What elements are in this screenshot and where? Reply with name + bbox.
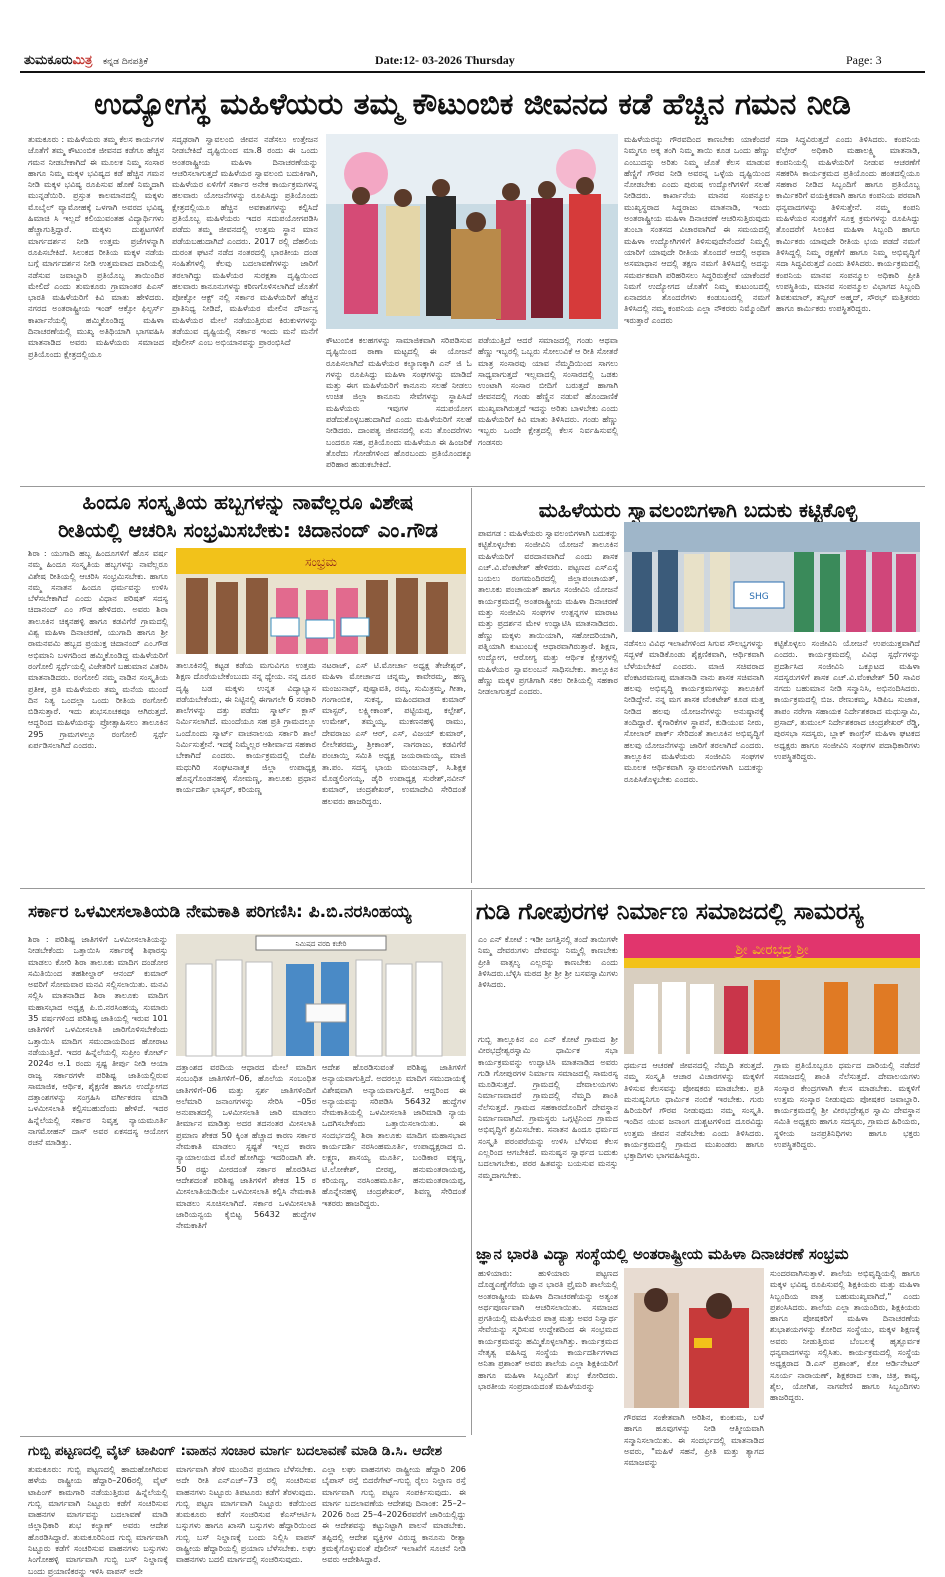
story6-headline: ಜ್ಞಾನ ಭಾರತಿ ವಿದ್ಯಾ ಸಂಸ್ಥೆಯಲ್ಲಿ ಅಂತರಾಷ್ಟ್ರೀಯ ಮಹಿಳಾ ದಿನಾಚರಣೆ ಸಂಭ್ರಮ xyxy=(476,1245,849,1263)
story6-caption-text: ಗೌರವದ ಸಂಕೇತವಾಗಿ ಅರಿಶಿನ, ಕುಂಕುಮ, ಬಳೆ ಹಾಗೂ ಹೂವುಗಳನ್ನು ನೀಡಿ ಆತ್ಮೀಯವಾಗಿ ಸನ್ಮಾನಿಸಲಾಯಿತು. ಈ ಸಂದರ್ಭದಲ್ಲಿ ಮಾತನಾಡಿದ ಅವರು, "ಮಹಿಳೆ ಸಹನೆ, ಪ್ರೀತಿ ಮತ್ತು ತ್ಯಾಗದ ಸಮಾಜವನ್ನು xyxy=(624,1412,764,1468)
story3-column-3 xyxy=(774,638,920,883)
story5-column-1 xyxy=(478,1034,618,1240)
story5-intro-text: ಎಂ ಎನ್ ಕೋಟೆ : ಇಡೀ ಜಗತ್ತಿನಲ್ಲಿ ತಂದೆ ತಾಯಿಗಳೇ ನಿಮ್ಮ ದೇವರುಗಳು ದೇವರನ್ನು ನಿಮ್ಮಲ್ಲಿ ಕಾಣಬೇಕು ಪ್ರೀತಿ ವಾತ್ಸಲ್ಯ ಎಲ್ಲರನ್ನು ಕಾಣಬೇಕು ಎಂದು ತಿಳಿಸಿದರು.ಬೆಳ್ಳಿಸಿ ಮಠದ ಶ್ರೀ ಶ್ರೀ ಶ್ರೀ ಬಸವಸ್ವಾಮಿಗಳು ತಿಳಿಸಿದರು. xyxy=(478,934,618,990)
masthead-rule xyxy=(20,71,925,73)
story3-text-2: ನಡೆಸಲು ವಿವಿಧ ಇಲಾಖೆಗಳಿಂದ ಸಿಗುವ ಸೌಲಭ್ಯಗಳನ್ನು ಸದ್ಬಳಕೆ ಮಾಡಿಕೊಂಡು ಶೈಕ್ಷಣಿಕವಾಗಿ, ಆರ್ಥಿಕವಾಗಿ ಬೆಳೆಯಬೇಕಿದೆ ಎಂದರು. ಮಾಜಿ ಸಚಿವರಾದ ವೆಂಕಟರಮಣಪ್ಪ ಮಾತನಾಡಿ ನಾನು ಶಾಸಕ ಸಚಿವನಾಗಿ ಹಲವು ಅಭಿವೃದ್ಧಿ ಕಾರ್ಯಕ್ರಮಗಳನ್ನು ತಾಲೂಕಿಗೆ ನೀಡಿದ್ದೇನೆ. ನನ್ನ ಮಗ ಶಾಸಕ ವೆಂಕಟೇಶ್ ಕೂಡ ಮತ್ತ ನೀಡಿದ ಹಲವು ಯೋಜನೆಗಳನ್ನು ಅನುಷ್ಠಾನಕ್ಕೆ ತಂದಿದ್ದಾರೆ. ಕೈಗಾರಿಕೆಗಳ ಸ್ಥಾಪನೆ, ಕುಡಿಯುವ ನೀರು, ಸೋಲಾರ್ ಪಾರ್ಕ್ ಸೇರಿದಂತೆ ತಾಲೂಕಿನ ಅಭಿವೃದ್ಧಿಗೆ ಹಲವು ಯೋಜನೆಗಳನ್ನು ಜಾರಿಗೆ ತರಲಾಗಿದೆ ಎಂದರು. ತಾಲ್ಲೂಕಿನ ಮಹಿಳೆಯರು ಸಂಜೀವಿನಿ ಸಂಘಗಳ ಮೂಲಕ ಆರ್ಥಿಕವಾಗಿ ಸ್ವಾವಲಂಬಿಗಳಾಗಿ ಬದುಕನ್ನು ರೂಪಿಸಿಕೊಳ್ಳಬೇಕು ಎಂದರು. xyxy=(624,638,764,784)
lead-column-6 xyxy=(776,134,920,484)
column-divider xyxy=(471,488,472,883)
story2-column-2 xyxy=(176,660,316,885)
lead-headline: ಉದ್ಯೋಗಸ್ಥ ಮಹಿಳೆಯರು ತಮ್ಮ ಕೌಟುಂಬಿಕ ಜೀವನದ ಕಡೆ ಹೆಚ್ಚಿನ ಗಮನ ನೀಡಿ xyxy=(94,87,851,122)
column-divider-2 xyxy=(471,890,472,1435)
temple-banner-text: ಶ್ರೀ ವೀರಭದ್ರ ಶ್ರೀ xyxy=(735,942,809,958)
story7-text-3: ಎಲ್ಲಾ ಲಘು ವಾಹನಗಳು ರಾಷ್ಟ್ರೀಯ ಹೆದ್ದಾರಿ 206 ಬೈಪಾಸ್ ರಸ್ತೆ ಬಿದರೆಗೇಟ್–ಗುಬ್ಬಿ ರೈಲು ನಿಲ್ದಾಣ ರಸ್ತೆ ಮಾರ್ಗವಾಗಿ ಗುಬ್ಬಿ ಪಟ್ಟಣ ಸಂಪರ್ಕಿಸುವುದು. ಈ ಮಾರ್ಗ ಬದಲಾವಣೆಯ ಆದೇಶವು ದಿನಾಂಕ: 25–2–2026 ರಿಂದ 25–4–2026ರವರೆಗೆ ಜಾರಿಯಲ್ಲಿದ್ದು ಈ ಆದೇಶವನ್ನು ಕಟ್ಟುನಿಟ್ಟಾಗಿ ಪಾಲನೆ ಮಾಡಬೇಕು. ತಪ್ಪಿದಲ್ಲಿ ಆದೇಶ ವ್ಯಕ್ತಿಗಳ ವಿರುದ್ಧ ಕಾನೂನು ರೀತ್ಯಾ ಕ್ರಮಕೈಗೊಳ್ಳುವಂತೆ ಪೊಲೀಸ್ ಇಲಾಖೆಗೆ ಸೂಚನೆ ನೀಡಿ ಅವರು ಆದೇಶಿಸಿದ್ದಾರೆ. xyxy=(322,1464,466,1565)
story4-headline: ಸರ್ಕಾರ ಒಳಮೀಸಲಾತಿಯಡಿ ನೇಮಕಾತಿ ಪರಿಗಣಿಸಿ: ಪಿ.ಬಿ.ನರಸಿಂಹಯ್ಯ xyxy=(28,902,412,922)
story5-column-3 xyxy=(774,1060,920,1240)
women-group-photo xyxy=(326,134,618,329)
story6-text-1: ಹುಳಿಯಾರು: ಹುಳಿಯಾರು ಪಟ್ಟಣದ ದೊಡ್ಡಎಣ್ಣೆಗೆರೆಯ ಜ್ಞಾನ ಭಾರತಿ ಪ್ರೈಮರಿ ಶಾಲೆಯಲ್ಲಿ ಅಂತರಾಷ್ಟ್ರೀಯ ಮಹಿಳಾ ದಿನಾಚರಣೆಯನ್ನು ಅತ್ಯಂತ ಅರ್ಥಪೂರ್ಣವಾಗಿ ಆಚರಿಸಲಾಯಿತು. ಸಮಾಜದ ಪ್ರಗತಿಯಲ್ಲಿ ಮಹಿಳೆಯರ ಪಾತ್ರ ಮತ್ತು ಅವರ ನಿಸ್ವಾರ್ಥ ಸೇವೆಯನ್ನು ಸ್ಮರಿಸುವ ಉದ್ದೇಶದಿಂದ ಈ ಸಂಭ್ರಮದ ಕಾರ್ಯಕ್ರಮವನ್ನು ಹಮ್ಮಿಕೊಳ್ಳಲಾಗಿತ್ತು. ಕಾರ್ಯಕ್ರಮದ ನೇತೃತ್ವ ವಹಿಸಿದ್ದ ಸಂಸ್ಥೆಯ ಕಾರ್ಯದರ್ಶಿಗಳಾದ ಅನಿತಾ ಪ್ರಶಾಂತ್ ಅವರು ಶಾಲೆಯ ಎಲ್ಲಾ ಶಿಕ್ಷಕಿಯರಿಗೆ ಹಾಗೂ ಮಹಿಳಾ ಸಿಬ್ಬಂದಿಗೆ ಶುಭ ಕೋರಿದರು. ಭಾರತೀಯ ಸಂಪ್ರದಾಯದಂತೆ ಮಹಿಳೆಯರನ್ನು xyxy=(478,1268,618,1391)
dateline: Date:12- 03-2026 Thursday xyxy=(375,53,515,67)
story5-photo xyxy=(624,934,920,1054)
story3-column-2 xyxy=(624,638,764,883)
story5-text-2: ಧರ್ಮದ ಆಚರಣೆ ಜೀವನದಲ್ಲಿ ನೆಮ್ಮದಿ ತರುತ್ತದೆ. ನಮ್ಮ ಸಂಸ್ಕೃತಿ ಆಚಾರ ವಿಚಾರಗಳನ್ನು ಮಕ್ಕಳಿಗೆ ತಿಳಿಸುವ ಕೆಲಸವನ್ನು ಪೋಷಕರು ಮಾಡಬೇಕು. ಪ್ರತಿ ಮನುಷ್ಯನಿಗೂ ಧಾರ್ಮಿಕ ನಂಬಿಕೆ ಇರಬೇಕು. ಗುರು ಹಿರಿಯರಿಗೆ ಗೌರವ ನೀಡುವುದು ನಮ್ಮ ಸಂಸ್ಕೃತಿ. ಇಂದಿನ ಯುವ ಜನಾಂಗ ದುಶ್ಚಟಗಳಿಂದ ದೂರವಿದ್ದು ಉತ್ತಮ ಜೀವನ ನಡೆಸಬೇಕು ಎಂದು ತಿಳಿಸಿದರು. ಕಾರ್ಯಕ್ರಮದಲ್ಲಿ ಗ್ರಾಮದ ಮುಖಂಡರು ಹಾಗೂ ಭಕ್ತಾದಿಗಳು ಭಾಗವಹಿಸಿದ್ದರು. xyxy=(624,1060,764,1161)
office-sign-text: ನಿಮಿಷದ ವರದಿ ಕಚೇರಿ xyxy=(295,940,347,948)
story5-text-1: ಗುಬ್ಬಿ ತಾಲ್ಲೂಕಿನ ಎಂ ಎನ್ ಕೋಟೆ ಗ್ರಾಮದ ಶ್ರೀ ವೀರಭದ್ರೇಶ್ವರಸ್ವಾಮಿ ಧಾರ್ಮಿಕ ಸಭಾ ಕಾರ್ಯಕ್ರಮವನ್ನು ಉದ್ಘಾಟಿಸಿ ಮಾತನಾಡಿದ ಅವರು ಗುಡಿ ಗೋಪುರಗಳ ನಿರ್ಮಾಣ ಸಮಾಜದಲ್ಲಿ ಸಾಮರಸ್ಯ ಮೂಡಿಸುತ್ತದೆ. ಗ್ರಾಮದಲ್ಲಿ ದೇವಾಲಯಗಳು ನಿರ್ಮಾಣವಾದರೆ ಗ್ರಾಮದಲ್ಲಿ ನೆಮ್ಮದಿ ಶಾಂತಿ ನೆಲೆಸುತ್ತದೆ. ಗ್ರಾಮದ ಸಹಕಾರದೊಂದಿಗೆ ದೇವಸ್ಥಾನ ನಿರ್ಮಾಣವಾಗಿದೆ. ಗ್ರಾಮಸ್ಥರು ಒಗ್ಗಟ್ಟಿನಿಂದ ಗ್ರಾಮದ ಅಭಿವೃದ್ಧಿಗೆ ಶ್ರಮಿಸಬೇಕು. ಸನಾತನ ಹಿಂದೂ ಧರ್ಮದ ಸಂಸ್ಕೃತಿ ಪರಂಪರೆಯನ್ನು ಉಳಿಸಿ ಬೆಳೆಸುವ ಕೆಲಸ ಎಲ್ಲರಿಂದ ಆಗಬೇಕಿದೆ. ಮನುಷ್ಯನ ಸ್ವಾರ್ಥದ ಬದುಕು ಬದಲಾಗಬೇಕು, ಪರರ ಹಿತವನ್ನು ಬಯಸುವ ಮನಸ್ಸು ನಮ್ಮದಾಗಬೇಕು. xyxy=(478,1034,618,1180)
story2-headline-line1: ಹಿಂದೂ ಸಂಸ್ಕೃತಿಯ ಹಬ್ಬಗಳನ್ನು ನಾವೆಲ್ಲರೂ ವಿಶೇಷ xyxy=(82,490,414,514)
lead-text-4: ಪಡೆಯುತ್ತಿದೆ ಆದರೆ ಸಮಾಜದಲ್ಲಿ ಗಂಡು ಆಥವಾ ಹೆಣ್ಣು ಇಬ್ಬರಲ್ಲಿ ಒಬ್ಬರು ಸೋಲುವಿಕೆ ಆ ರೀತಿ ಸೋತರೆ ಮಾತ್ರ ಸಂಸಾರವು ಯಾವ ನೆಮ್ಮದಿಯಿಂದ ಸಾಗಲು ಸಾಧ್ಯವಾಗುತ್ತದೆ ಇಲ್ಲವಾದಲ್ಲಿ ಸಂಸಾರದಲ್ಲಿ ಒಡಕು ಉಂಟಾಗಿ ಸಂಸಾರ ಬೀದಿಗೆ ಬರುತ್ತದೆ ಹಾಗಾಗಿ ಜೀವನದಲ್ಲಿ ಗಂಡು ಹೆಣ್ಣಿನ ನಡುವೆ ಹೊಂದಾಣಿಕೆ ಮುಖ್ಯವಾಗಿರುತ್ತದೆ ಇದನ್ನು ಅರಿತು ಬಾಳಬೇಕು ಎಂದು ಮಹಿಳೆಯರಿಗೆ ಕಿವಿ ಮಾತು ತಿಳಿಸಿದರು. ಗಂಡು ಹೆಣ್ಣು ಇಬ್ಬರು ಒಂದೇ ಕ್ಷೇತ್ರದಲ್ಲಿ ಕೆಲಸ ನಿರ್ವಹಿಸುವಲ್ಲಿ ಗಂಡಸರು xyxy=(478,335,618,447)
story7-column-3 xyxy=(322,1464,466,1565)
story4-photo xyxy=(176,934,466,1056)
shg-board-text: SHG xyxy=(749,592,769,602)
story7-text-1: ತುಮಕೂರು: ಗುಬ್ಬಿ ಪಟ್ಟಣದಲ್ಲಿ ಹಾದುಹೋಗಿರುವ ಹಳೆಯ ರಾಷ್ಟ್ರೀಯ ಹೆದ್ದಾರಿ–206ರಲ್ಲಿ ವೈಟ್ ಟಾಪಿಂಗ್ ಕಾಮಗಾರಿ ನಡೆಯುತ್ತಿರುವ ಹಿನ್ನೆಲೆಯಲ್ಲಿ ಗುಬ್ಬಿ ಮಾರ್ಗವಾಗಿ ನಿಟ್ಟೂರು ಕಡೆಗೆ ಸಂಚರಿಸುವ ವಾಹನಗಳ ಮಾರ್ಗವನ್ನು ಬದಲಾವಣೆ ಮಾಡಿ ಜಿಲ್ಲಾಧಿಕಾರಿ ಶುಭ ಕಲ್ಯಾಣ್ ಅವರು ಆದೇಶ ಹೊರಡಿಸಿದ್ದಾರೆ. ತುಮಕೂರಿನಿಂದ ಗುಬ್ಬಿ ಮಾರ್ಗವಾಗಿ ನಿಟ್ಟೂರು ಕಡೆಗೆ ಸಂಚರಿಸುವ ವಾಹನಗಳು ಬಸ್ಸುಗಳು ಸಿಂಗೋಹಳ್ಳಿ ಮಾರ್ಗವಾಗಿ ಗುಬ್ಬಿ ಬಸ್ ನಿಲ್ದಾಣಕ್ಕೆ ಬಂದು ಪ್ರಯಾಣಿಕರನ್ನು ಇಳಿಸಿ ವಾಪಸ್ ಅದೇ xyxy=(28,1464,168,1576)
lead-column-4 xyxy=(478,335,618,485)
story5-headline: ಗುಡಿ ಗೋಪುರಗಳ ನಿರ್ಮಾಣ ಸಮಾಜದಲ್ಲಿ ಸಾಮರಸ್ಯ xyxy=(476,899,864,925)
story4-column-2 xyxy=(176,1062,316,1434)
story4-column-1 xyxy=(28,934,168,1434)
lead-text-3: ಕೌಟುಂಬಿಕ ಕಲಹಗಳನ್ನು ಸಾಮಾಜಿಕವಾಗಿ ಸರಿಪಡಿಸುವ ದೃಷ್ಟಿಯಿಂದ ಠಾಣಾ ಮಟ್ಟದಲ್ಲಿ ಈ ಯೋಜನೆ ರೂಪಿಸಲಾಗಿದೆ ಮಹಿಳೆಯರ ಕಲ್ಯಾಣಕ್ಕಾಗಿ ಎನ್ ಜಿ ಓ ಗಳನ್ನು ರೂಪಿಸಿದ್ದು ಮಹಿಳಾ ಸಂಘಗಳನ್ನು ಮಾಡಿದೆ ಮತ್ತು ಈಗ ಮಹಿಳೆಯರಿಗೆ ಕಾನೂನು ಸಲಹೆ ನೀಡಲು ಉಚಿತ ಜಿಲ್ಲಾ ಕಾನೂನು ಸೇವೆಗಳನ್ನು ಸ್ಥಾಪಿಸಿದೆ ಮಹಿಳೆಯರು ಇವುಗಳ ಸದುಪಯೋಗ ಪಡೆದುಕೊಳ್ಳಬಹುದಾಗಿದೆ ಎಂದು ಮಹಿಳೆಯರಿಗೆ ಸಲಹೆ ನೀಡಿದರು. ದಾಂಪತ್ಯ ಜೀವನದಲ್ಲಿ ಏನು ತೊಂದರೆಗಳು ಬಂದರೂ ಸಹ, ಪ್ರತಿಯೊಂದು ಮಹಿಳೆಯೂ ಈ ಹಿಂಜರಿಕೆ ತೊರೆದು ಗೋಡೆಗಳಿಂದ ಹೊರಬಂದು ಪ್ರತಿಯೊಂದಕ್ಕೂ ಪರಿಹಾರ ಹುಡುಕಬೇಕಿದೆ. xyxy=(326,335,472,470)
story7-column-1 xyxy=(28,1464,168,1576)
ugadi-award-photo xyxy=(176,548,466,654)
story2-text-3: ನಟರಾಜ್, ಎಸ್ ಟಿ.ಮೋರ್ಚಾ ಅಧ್ಯಕ್ಷ ತೇಜೇಶ್ವರ್, ಮಹಿಳಾ ಮೋರ್ಚಾದ ಚನ್ನಮ್ಮ, ಕಾವೇರಮ್ಮ, ಹಣ್ಣ ಮಂಜುನಾಥ್, ಪುಷ್ಪಾವತಿ, ರಮ್ಯ, ಸುಮಿತ್ರಮ್ಮ, ಗೀತಾ, ಗಂಗಾಂಬಿಕ, ಸುಕನ್ಯ, ಮಹಿಂದವಾಡ ಕುಮಾರ್ ಮಾಸ್ಟರ್, ಲಕ್ಷ್ಮೀಕಾಂತ್, ಪಟ್ಟಿಯಪ್ಪ, ಕಲ್ಪೇಶ್, ಉಮೇಶ್, ತಮ್ಮಯ್ಯ, ಮುಕಣನಹಳ್ಳಿ ರಾಮು, ದೇವರಾಜು ಎಸ್ ಆರ್, ಎಸ್, ವಿಜಯ್ ಕುಮಾರ್, ಲೀಲೇಶರಮ್ಮ, ಶ್ರೀಕಾಂತ್, ನಾಗರಾಜು, ಕಡವಿಗೆರೆ ಪಂಚಾಯ್ತಿ ಸಮಿತಿ ಅಧ್ಯಕ್ಷ ಜಯರಾಮಯ್ಯ, ಮಾಜಿ ತಾ.ಪಂ. ಸದಸ್ಯ ಭಾಯ ಮಂಜುನಾಥ್, ಸಿ.ಶಿಕ್ಷಕ ಮೊಡ್ಡಲಿಂಗಯ್ಯ, ಡೈರಿ ಉಪಾಧ್ಯಕ್ಷ ಸುರೇಶ್,ನವೀನ್ ಕುಮಾರ್, ಚಂದ್ರಶೇಖರ್, ಉಮಾದೇವಿ ಸೇರಿದಂತೆ ಹಲವರು ಹಾಜರಿದ್ದರು. xyxy=(322,660,466,806)
lead-photo xyxy=(326,134,618,329)
women-self-help-photo xyxy=(624,522,920,632)
lead-column-3 xyxy=(326,335,472,485)
story4-column-3 xyxy=(322,1062,466,1434)
story5-text-3: ಗ್ರಾಮ ಪ್ರತಿಯೊಬ್ಬರೂ ಧರ್ಮದ ದಾರಿಯಲ್ಲಿ ನಡೆದರೆ ಸಮಾಜದಲ್ಲಿ ಶಾಂತಿ ನೆಲೆಸುತ್ತದೆ. ದೇವಾಲಯಗಳು ಸಂಸ್ಕಾರ ಕೇಂದ್ರಗಳಾಗಿ ಕೆಲಸ ಮಾಡಬೇಕು. ಮಕ್ಕಳಿಗೆ ಉತ್ತಮ ಸಂಸ್ಕಾರ ನೀಡುವುದು ಪೋಷಕರ ಜವಾಬ್ದಾರಿ. ಕಾರ್ಯಕ್ರಮದಲ್ಲಿ ಶ್ರೀ ವೀರಭದ್ರೇಶ್ವರ ಸ್ವಾಮಿ ದೇವಸ್ಥಾನ ಸಮಿತಿ ಅಧ್ಯಕ್ಷರು ಹಾಗೂ ಸದಸ್ಯರು, ಗ್ರಾಮದ ಹಿರಿಯರು, ಸ್ಥಳೀಯ ಜನಪ್ರತಿನಿಧಿಗಳು ಹಾಗೂ ಭಕ್ತರು ಉಪಸ್ಥಿತರಿದ್ದರು. xyxy=(774,1060,920,1150)
story6-column-2 xyxy=(770,1268,920,1513)
story5-column-2 xyxy=(624,1060,764,1240)
story7-column-2 xyxy=(176,1464,316,1565)
story3-text-1: ಪಾವಗಡ : ಮಹಿಳೆಯರು ಸ್ವಾವಲಂಬಿಗಳಾಗಿ ಬದುಕನ್ನು ಕಟ್ಟಿಕೊಳ್ಳಬೇಕು ಸಂಜೀವಿನಿ ಯೋಜನೆ ತಾಲೂಕಿನ ಮಹಿಳೆಯರಿಗೆ ವರದಾನವಾಗಿದೆ ಎಂದು ಶಾಸಕ ಎಚ್.ವಿ.ವೆಂಕಟೇಶ್ ಹೇಳಿದರು. ಪಟ್ಟಣದ ಎಸ್ಎಸ್ಕೆ ಬಯಲು ರಂಗಮಂದಿರದಲ್ಲಿ ಜಿಲ್ಲಾಪಂಚಾಯತ್, ತಾಲೂಕು ಪಂಚಾಯತ್ ಹಾಗೂ ಸಂಜೀವಿನಿ ಯೋಜನೆ ಕಾರ್ಯಕ್ರಮದಲ್ಲಿ ಅಂತರಾಷ್ಟ್ರೀಯ ಮಹಿಳಾ ದಿನಾಚರಣೆ ಮತ್ತು ಸಂಜೀವಿನಿ ಸಂಘಗಳ ಉತ್ಪನ್ನಗಳ ಮಾರಾಟ ಮತ್ತು ಪ್ರದರ್ಶನ ಮೇಳ ಉದ್ಘಾಟಿಸಿ ಮಾತನಾಡಿದರು. ಹೆಣ್ಣು ಮಕ್ಕಳು ತಾಯಿಯಾಗಿ, ಸಹೋದರಿಯಾಗಿ, ಪತ್ನಿಯಾಗಿ ಕುಟುಂಬಕ್ಕೆ ಆಧಾರವಾಗಿರುತ್ತಾರೆ. ಶಿಕ್ಷಣ, ಉದ್ಯೋಗ, ಆರೋಗ್ಯ ಮತ್ತು ಆರ್ಥಿಕ ಕ್ಷೇತ್ರಗಳಲ್ಲಿ ಮಹಿಳೆಯರ ಸ್ವಾವಲಂಬನೆ ಸಾಧಿಸಬೇಕು. ತಾಲ್ಲೂಕಿನ ಹೆಣ್ಣು ಮಕ್ಕಳ ಪ್ರಗತಿಗಾಗಿ ಸಕಲ ರೀತಿಯಲ್ಲಿ ಸಹಕಾರ ನೀಡಲಾಗುತ್ತದೆ ಎಂದರು. xyxy=(478,528,618,697)
story4-text-2: ದತ್ತಾಂಶದ ವರದಿಯ ಆಧಾರದ ಮೇಲೆ ಮಾದಿಗ ಸಂಬಂಧಿತ ಜಾತಿಗಳಿಗೆ–06, ಹೊಲೆಯ ಸಂಬಂಧಿತ ಜಾತಿಗಳಿಗೆ–06 ಮತ್ತು ಸ್ಪರ್ಶ ಜಾತಿಗಳಿಂದಿಗೆ ಅಲೆಮಾರಿ ಜನಾಂಗಗಳನ್ನು ಸೇರಿಸಿ –05ರ ಅನುಪಾತದಲ್ಲಿ ಒಳಮೀಸಲಾತಿ ಜಾರಿ ಮಾಡಲು ತೀರ್ಮಾನ ಮಾಡಿತ್ತು ಅದರ ತದನಂತರ ಮೀಸಲಾತಿ ಪ್ರಮಾಣ ಶೇಕಡ 50 ಕ್ಕಿಂತ ಹೆಚ್ಚಾದ ಕಾರಣ ಸರ್ಕಾರ ನೇಮಕಾತಿ ಮಾಡಲು ಸ್ಪಷ್ಟತೆ ಇಲ್ಲದ ಕಾರಣ ನ್ಯಾಯಾಲಯದ ಮೊರೆ ಹೋಗಿದ್ದು ಇದರಿಂದಾಗಿ ಶೇ. 50 ರಷ್ಟು ಮೀರದಂತೆ ಸರ್ಕಾರ ಹೊರಡಿಸಿದ ಆದೇಶದಂತೆ ಪರಿಶಿಷ್ಟ ಜಾತಿಗಳಿಗೆ ಶೇಕಡ 15 ರ ಮೀಸಲಾತಿಯಡಿಯೇ ಒಳಮೀಸಲಾತಿ ಕಲ್ಪಿಸಿ ನೇಮಕಾತಿ ಮಾಡಲು ಸೂಚಿಸಲಾಗಿದೆ. ಸರ್ಕಾರ ಒಳಮೀಸಲಾತಿ ಜಾರಿಯನ್ವಯ ಕೈಬಿಟ್ಟ 56432 ಹುದ್ದೆಗಳ ನೇಮಕಾತಿಗೆ xyxy=(176,1062,316,1231)
masthead xyxy=(0,0,945,78)
story7-headline: ಗುಬ್ಬಿ ಪಟ್ಟಣದಲ್ಲಿ ವೈಟ್ ಟಾಪಿಂಗ್ :ವಾಹನ ಸಂಚಾರ ಮಾರ್ಗ ಬದಲಾವಣೆ ಮಾಡಿ ಡಿ.ಸಿ. ಆದೇಶ xyxy=(28,1443,442,1459)
story7-text-2: ಮಾರ್ಗವಾಗಿ ತೆರಳಿ ಮುಂದಿನ ಪ್ರಯಾಣ ಬೆಳೆಸಬೇಕು. ಅದೇ ರೀತಿ ಎನ್ಎಚ್–73 ರಲ್ಲಿ ಸಂಚರಿಸುವ ವಾಹನಗಳು ನಿಟ್ಟೂರು ತಿಪಟೂರು ಕಡೆಗೆ ತೆರಳುವುದು. ಗುಬ್ಬಿ ಪಟ್ಟಣ ಮಾರ್ಗವಾಗಿ ನಿಟ್ಟೂರು ಕಡೆಯಿಂದ ತುಮಕೂರು ಕಡೆಗೆ ಸಂಚರಿಸುವ ಕೆಎಸ್ಆರ್ಟಿಸಿ ಬಸ್ಸುಗಳು ಹಾಗೂ ಖಾಸಗಿ ಬಸ್ಸುಗಳು ಹೆದ್ದಾರಿಯಿಂದ ಗುಬ್ಬಿ ಬಸ್ ನಿಲ್ದಾಣಕ್ಕೆ ಬಂದು ನಿಲ್ಲಿಸಿ ವಾಪಸ್ ರಾಷ್ಟ್ರೀಯ ಹೆದ್ದಾರಿಯಲ್ಲಿ ಪ್ರಯಾಣ ಬೆಳೆಸಬೇಕು. ಲಘು ವಾಹನಗಳು ಬದಲಿ ಮಾರ್ಗದಲ್ಲಿ ಸಂಚರಿಸುವುದು. xyxy=(176,1464,316,1565)
ugadi-banner-text: ಸಂಭ್ರಮ xyxy=(305,555,337,569)
story2-text-2: ತಾಲೂಕಿನಲ್ಲಿ ಕಟ್ಟಡ ಕಡೆಯ ಮಗುವಿಗೂ ಉತ್ತಮ ಶಿಕ್ಷಣ ದೊರೆಯಬೇಕೆಂಬುದು ನನ್ನ ಧ್ಯೇಯ. ನನ್ನ ದೂರ ದೃಷ್ಟಿ ಬಡ ಮಕ್ಕಳು ಉನ್ನತ ವಿದ್ಯಾಭ್ಯಾಸ ಪಡೆಯಬೇಕೆಂದು, ಈ ನಿಟ್ಟಿನಲ್ಲಿ ಈಗಾಗಲೇ 6 ಸರಕಾರಿ ಶಾಲೆಗಳನ್ನು ದತ್ತು ಪಡೆದು ಸ್ಮಾರ್ಟ್ ಕ್ಲಾಸ್ ನಿರ್ಮಿಸಲಾಗಿದೆ. ಮುಂದೆಯೂ ಸಹ ಪ್ರತಿ ಗ್ರಾಮದಲ್ಲೂ ಒಂದೊಂದು ಸ್ಮಾರ್ಟ್ ವಾಚನಾಲಯ ಸರ್ಕಾರಿ ಶಾಲೆ ನಿರ್ಮಿಸುತ್ತೇನೆ. ಇದಕ್ಕೆ ನಿಮ್ಮೆಲ್ಲರ ಆಶೀರ್ವಾದ ಸಹಕಾರ ಬೇಕಾಗಿದೆ ಎಂದರು. ಕಾರ್ಯಕ್ರಮದಲ್ಲಿ ಬಿಜೆಪಿ ಮಧುಗಿರಿ ಸಂಘಟನಾತ್ಮಕ ಜಿಲ್ಲಾ ಉಪಾಧ್ಯಕ್ಷ ಹೊನ್ನಗೊಂಡನಹಳ್ಳಿ ಸೋಮಣ್ಣ, ತಾಲೂಕು ಪ್ರಧಾನ ಕಾರ್ಯದರ್ಶಿ ಭಾಸ್ಕರ್, ಕರಿಯಣ್ಣ xyxy=(176,660,316,795)
story3-column-1 xyxy=(478,528,618,883)
page-number: Page: 3 xyxy=(846,53,882,67)
story2-column-3 xyxy=(322,660,466,885)
lead-column-5 xyxy=(624,134,770,484)
section-divider-3 xyxy=(20,1436,466,1437)
story4-text-1: ಶಿರಾ : ಪರಿಶಿಷ್ಟ ಜಾತಿಗಳಿಗೆ ಒಳಮೀಸಲಾತಿಯನ್ನು ನೀಡಬೇಕೆಂದು ಒತ್ತಾಯಿಸಿ ಸರ್ಕಾರಕ್ಕೆ ಶಿಫಾರಸ್ಸು ಮಾಡಲು ಕೋರಿ ಶಿರಾ ತಾಲೂಕು ಮಾದಿಗ ದಂಡೋರ ಸಮಿತಿಯಿಂದ ತಹಶೀಲ್ದಾರ್ ಆನಂದ್ ಕುಮಾರ್ ಅವರಿಗೆ ಸೋಮವಾರ ಮನವಿ ಸಲ್ಲಿಸಲಾಯಿತು. ಮನವಿ ಸಲ್ಲಿಸಿ ಮಾತನಾಡಿದ ಶಿರಾ ತಾಲೂಕು ಮಾದಿಗ ಮಹಾಸಭಾದ ಅಧ್ಯಕ್ಷ ಪಿ.ಬಿ.ನರಸಿಂಹಯ್ಯ ಸುಮಾರು 35 ವರ್ಷಗಳಿಂದ ಪರಿಶಿಷ್ಟ ಜಾತಿಯಲ್ಲಿ ಇರುವ 101 ಜಾತಿಗಳಿಗೆ ಒಳಮೀಸಲಾತಿ ಜಾರಿಗೊಳಿಸಬೇಕೆಂದು ಒತ್ತಾಯಿಸಿ ಮಾದಿಗ ಸಮುದಾಯದಿಂದ ಹೋರಾಟ ನಡೆಯುತ್ತಿದೆ. ಇದರ ಹಿನ್ನೆಲೆಯಲ್ಲಿ ಸುಪ್ರೀಂ ಕೋರ್ಟ್ 2024ರ ಆ.1 ರಂದು ಸ್ಪಷ್ಟ ತೀರ್ಪು ನೀಡಿ ಆಯಾ ರಾಜ್ಯ ಸರ್ಕಾರಗಳೇ ಪರಿಶಿಷ್ಟ ಜಾತಿಯಲ್ಲಿರುವ ಸಾಮಾಜಿಕ, ಆರ್ಥಿಕ, ಶೈಕ್ಷಣಿಕ ಹಾಗೂ ಉದ್ಯೋಗದ ದತ್ತಾಂಶಗಳನ್ನು ಸಂಗ್ರಹಿಸಿ ವರ್ಗೀಕರಣ ಮಾಡಿ ಒಳಮೀಸಲಾತಿ ಕಲ್ಪಿಸಬಹುದೆಂದು ಹೇಳಿದೆ. ಇದರ ಹಿನ್ನೆಲೆಯಲ್ಲಿ ಸರ್ಕಾರ ನಿವೃತ್ತ ನ್ಯಾಯಮೂರ್ತಿ ನಾಗಮೋಹನ್ ದಾಸ್ ಅವರ ಏಕಸದಸ್ಯ ಆಯೋಗ ರಚನೆ ಮಾಡಿತ್ತು. xyxy=(28,934,168,1148)
story5-intro xyxy=(478,934,618,1029)
story3-headline: ಮಹಿಳೆಯರು ಸ್ವಾವಲಂಬಿಗಳಾಗಿ ಬದುಕು ಕಟ್ಟಿಕೊಳ್ಳಿ xyxy=(538,498,858,522)
story2-column-1 xyxy=(28,548,168,883)
memorandum-photo xyxy=(176,934,466,1056)
story2-text-1: ಶಿರಾ : ಯುಗಾದಿ ಹಬ್ಬ ಹಿಂದೂಗಳಿಗೆ ಹೊಸ ವರ್ಷ ನಮ್ಮ ಹಿಂದೂ ಸಂಸ್ಕೃತಿಯ ಹಬ್ಬಗಳನ್ನು ನಾವೆಲ್ಲರೂ ವಿಶೇಷ ರೀತಿಯಲ್ಲಿ ಆಚರಿಸಿ ಸಂಭ್ರಮಿಸಬೇಕು. ಹಾಗೂ ನಮ್ಮ ಸನಾತನ ಹಿಂದೂ ಧರ್ಮವನ್ನು ಉಳಿಸಿ ಬೆಳೆಸಬೇಕಾಗಿದೆ ಎಂದು ವಿಧಾನ ಪರಿಷತ್ ಸದಸ್ಯ ಚಿದಾನಂದ್ ಎಂ ಗೌಡ ಹೇಳಿದರು. ಅವರು ಶಿರಾ ತಾಲೂಕಿನ ಚಿಕ್ಕನಹಳ್ಳಿ ಹಾಗೂ ಕಡವಿಗೆರೆ ಗ್ರಾಮದಲ್ಲಿ ವಿಶ್ವ ಮಹಿಳಾ ದಿನಾಚರಣೆ, ಯುಗಾದಿ ಹಾಗೂ ಶ್ರೀ ರಾಮನವಮಿ ಹಬ್ಬದ ಪ್ರಯುಕ್ತ ಚಿದಾನಂದ್ ಎಂ.ಗೌಡ ಅಭಿಮಾನಿ ಬಳಗದಿಂದ ಹಮ್ಮಿಕೊಂಡಿದ್ದ ಮಹಿಳೆಯರಿಗೆ ರಂಗೋಲಿ ಸ್ಪರ್ಧೆಯಲ್ಲಿ ವಿಜೇತರಿಗೆ ಬಹುಮಾನ ವಿತರಿಸಿ ಮಾತನಾಡಿದರು. ರಂಗೋಲಿ ನಮ್ಮ ನಾಡಿನ ಸಂಸ್ಕೃತಿಯ ಪ್ರತೀಕ, ಪ್ರತಿ ಮಹಿಳೆಯರು ತಮ್ಮ ಮನೆಯ ಮುಂದೆ ದಿನ ನಿತ್ಯ ಒಂದಲ್ಲಾ ಒಂದು ರೀತಿಯ ರಂಗೋಲಿ ಬಿಡಿಸುತ್ತಾರೆ. ಇದು ಶುಭಸೂಚಕವೂ ಆಗಿರುತ್ತದೆ. ಆದ್ದರಿಂದ ಮಹಿಳೆಯರನ್ನು ಪ್ರೋತ್ಸಾಹಿಸಲು ತಾಲೂಕಿನ 295 ಗ್ರಾಮಗಳಲ್ಲೂ ರಂಗೋಲಿ ಸ್ಪರ್ಧೆ ಏರ್ಪಡಿಸಲಾಗಿದೆ ಎಂದರು. xyxy=(28,548,168,751)
story3-photo xyxy=(624,522,920,632)
story2-photo xyxy=(176,548,466,654)
brand-tagline: ಕನ್ನಡ ದಿನಪತ್ರಿಕೆ xyxy=(102,57,148,67)
lead-column-1 xyxy=(28,134,164,484)
story6-caption-column xyxy=(624,1412,764,1512)
story2-headline-line2: ರೀತಿಯಲ್ಲಿ ಆಚರಿಸಿ ಸಂಭ್ರಮಿಸಬೇಕು: ಚಿದಾನಂದ್ ಎಂ.ಗೌಡ xyxy=(58,518,438,542)
lead-text-6: ಸದಾ ಸಿದ್ಧವಿರುತ್ತದೆ ಎಂದು ತಿಳಿಸಿದರು. ಕಂಪನಿಯ ವೆಲ್ಫೇರ್ ಅಧಿಕಾರಿ ಮಹಾಲಕ್ಷ್ಮಿ ಮಾತನಾಡಿ, ಕಂಪನಿಯಲ್ಲಿ ಮಹಿಳೆಯರಿಗೆ ನೀಡುವ ಆಚರಣೆಗೆ ಸಹಕರಿಸಿ ಕಾರ್ಯಕ್ರಮದ ಪ್ರತಿಯೊಂದು ಹಂತದಲ್ಲಿಯೂ ಸಹಕಾರ ನೀಡಿದ ಸಿಬ್ಬಂದಿಗೆ ಹಾಗೂ ಪ್ರತಿಯೊಬ್ಬ ಕಾರ್ಮಿಕರಿಗೆ ವಯಕ್ತಿಕವಾಗಿ ಹಾಗೂ ಕಂಪನಿಯ ಪರವಾಗಿ ಧನ್ಯವಾದಗಳನ್ನು ತಿಳಿಸುತ್ತೇನೆ. ನಮ್ಮ ಕಂಪನಿ ಮಹಿಳೆಯರ ಸುರಕ್ಷತೆಗೆ ಸೂಕ್ತ ಕ್ರಮಗಳನ್ನು ರೂಪಿಸಿದ್ದು ತೊಂದರೆಗೆ ಸಿಲುಕಿದ ಮಹಿಳಾ ಸಿಬ್ಬಂದಿ ಹಾಗೂ ಕಾರ್ಮಿಕರು ಯಾವುದೇ ರೀತಿಯ ಭಯ ಪಡದೆ ನಮಗೆ ತಿಳಿಸಿದ್ದಲ್ಲಿ ನಿಮ್ಮ ರಕ್ಷಣೆಗೆ ಹಾಗೂ ನಿಮ್ಮ ಅಭಿವೃದ್ಧಿಗೆ ಸದಾ ಸಿದ್ಧವಿರುತ್ತದೆ ಎಂದು ತಿಳಿಸಿದರು. ಕಾರ್ಯಕ್ರಮದಲ್ಲಿ ಕಂಪನಿಯ ಮಾನವ ಸಂಪನ್ಮೂಲ ಅಧಿಕಾರಿ ಪ್ರೀತಿ ಉಪಸ್ಥಿತಿಯ, ಮಾನವ ಸಂಪನ್ಮೂಲ ವಿಭಾಗದ ಸಿಬ್ಬಂದಿ ಶಿವಕುಮಾರ್, ತನ್ವೀರ್ ಅಹ್ಮದ್, ಸೌರಭ್ ಮತ್ತಿತರರು ಹಾಗೂ ಕಾರ್ಮಿಕರು ಉಪಸ್ಥಿತರಿದ್ದರು. xyxy=(776,134,920,314)
brand-accent: ಮಿತ್ರ xyxy=(72,53,93,68)
felicitation-photo xyxy=(624,1268,764,1408)
story3-text-3: ಕಟ್ಟಿಕೊಳ್ಳಲು ಸಂಜೀವಿನಿ ಯೋಜನೆ ಉಪಯುಕ್ತವಾಗಿದೆ ಎಂದರು. ಕಾರ್ಯಕ್ರಮದಲ್ಲಿ ವಿವಿಧ ಸ್ಪರ್ಧೆಗಳನ್ನು ಪ್ರದರ್ಶಿಸಿದ ಸಂಜೀವಿನಿ ಒಕ್ಕೂಟದ ಮಹಿಳಾ ಸದಸ್ಯರುಗಳಿಗೆ ಶಾಸಕ ಎಚ್.ವಿ.ವೆಂಕಟೇಶ್ 50 ಸಾವಿರ ನಗದು ಬಹುಮಾನ ನೀಡಿ ಸನ್ಮಾನಿಸಿ, ಅಭಿನಂದಿಸಿದರು. ಕಾರ್ಯಕ್ರಮದಲ್ಲಿ ಬಿಜ. ರೇಣುಕಮ್ಮ, ಸಿಡಿಪಿಒ ಸುಜಾತ, ತಾಪಂ ನರೇಗಾ ಸಹಾಯಕ ನಿರ್ದೇಶಕರಾದ ಮಧುಸ್ವಾಮಿ, ಪ್ರಸಾದ್, ತುಮುಲ್ ನಿರ್ದೇಶಕರಾದ ಚಂದ್ರಶೇಖರ್ ರೆಡ್ಡಿ, ಪುರಸಭಾ ಸದಸ್ಯರು, ಬ್ಲಾಕ್ ಕಾಂಗ್ರೆಸ್ ಮಹಿಳಾ ಘಟಕದ ಅಧ್ಯಕ್ಷರು ಹಾಗೂ ಸಂಜೀವಿನಿ ಸಂಘಗಳ ಪದಾಧಿಕಾರಿಗಳು ಉಪಸ್ಥಿತರಿದ್ದರು. xyxy=(774,638,920,761)
newspaper-brand xyxy=(24,53,148,68)
section-divider-2 xyxy=(20,888,925,889)
lead-text-1: ತುಮಕೂರು : ಮಹಿಳೆಯರು ತಮ್ಮ ಕೆಲಸ ಕಾರ್ಯಗಳ ಜೊತೆಗೆ ತಮ್ಮ ಕೌಟುಂಬಿಕ ಜೀವನದ ಕಡೆಗೂ ಹೆಚ್ಚಿನ ಗಮನ ನೀಡಬೇಕಾಗಿದೆ ಈ ಮೂಲಕ ನಿಮ್ಮ ಸಂಸಾರ ಹಾಗೂ ನಿಮ್ಮ ಮಕ್ಕಳ ಭವಿಷ್ಯದ ಕಡೆ ಹೆಚ್ಚಿನ ಗಮನ ನೀಡಿ ಮಕ್ಕಳ ಭವಿಷ್ಯ ರೂಪಿಸುವ ಹೊಣೆ ನಿಮ್ಮದಾಗಿ ಮುನ್ನಡೆಯಿರಿ. ಪ್ರಸ್ತುತ ಕಾಲಮಾನದಲ್ಲಿ ಮಕ್ಕಳು ಮೊಬೈಲ್ ವ್ಯಾಮೋಹಕ್ಕೆ ಒಳಗಾಗಿ ಅವರದ ಭವಿಷ್ಯ ಹಿಮಾಚಿ ಸಿ ಇಲ್ಲದೆ ಕಲಿಯುವಂತಹ ವಿದ್ಯಾರ್ಥಿಗಳು ಹೆಚ್ಚಾಗುತ್ತಿದ್ದಾರೆ. ಮಕ್ಕಳು ದುಶ್ಚಟಗಳಿಗೆ ಮಾರ್ಗದರ್ಶನ ನೀಡಿ ಉತ್ತಮ ಪ್ರಜೆಗಳನ್ನಾಗಿ ರೂಪಿಸಬೇಕಿದೆ. ಸಿಲುಕದ ರೀತಿಯ ಮಕ್ಕಳ ನಡೆಯ ಬಗ್ಗೆ ಮಾರ್ಗದರ್ಶನ ನೀಡಿ ಉತ್ತಮವಾದ ದಾರಿಯಲ್ಲಿ ನಡೆಸುವ ಜವಾಬ್ದಾರಿ ಪ್ರತಿಯೊಬ್ಬ ತಾಯಿಂದಿರ ಮೇಲಿದೆ ಎಂದು ತುಮಕೂರು ಗ್ರಾಮಾಂತರ ಪಿಎಸ್ ಭಾರತಿ ಮಹಿಳೆಯರಿಗೆ ಕಿವಿ ಮಾತು ಹೇಳಿದರು. ನಗರದ ಅಂತರಾಷ್ಟ್ರೀಯ ಇಂಡ್ ಆಕ್ಸೋ ಫಿಲ್ಟರ್ಸ್ ಕಾರ್ಖಾನೆಯಲ್ಲಿ ಹಮ್ಮಿಕೊಂಡಿದ್ದ ಮಹಿಳಾ ದಿನಾಚರಣೆಯಲ್ಲಿ ಮುಖ್ಯ ಅತಿಥಿಯಾಗಿ ಭಾಗವಹಿಸಿ ಮಾತನಾಡಿದ ಅವರು ಮಹಿಳೆಯರು ಸಮಾಜದ ಪ್ರತಿಯೊಂದು ಕ್ಷೇತ್ರದಲ್ಲಿಯೂ xyxy=(28,134,164,359)
lead-text-2: ಸದೃಢರಾಗಿ ಸ್ವಾವಲಂಬಿ ಜೀವನ ನಡೆಸಲು ಉತ್ತೇಜನ ನೀಡಬೇಕಿದೆ ದೃಷ್ಟಿಯಿಂದ ಮಾ.8 ರಂದು ಈ ಒಂದು ಅಂತರಾಷ್ಟ್ರೀಯ ಮಹಿಳಾ ದಿನಾಚರಣೆಯನ್ನು ಆಚರಿಸಲಾಗುತ್ತದೆ ಮಹಿಳೆಯರ ಸ್ವಾವಲಂಬಿ ಬದುಕಿಗಾಗಿ, ಮಹಿಳೆಯರ ಏಳಿಗೆಗೆ ಸರ್ಕಾರ ಅನೇಕ ಕಾರ್ಯಕ್ರಮಗಳನ್ನ ಹಲವಾರು ಯೋಜನೆಗಳನ್ನು ರೂಪಿಸಿದ್ದು ಪ್ರತಿಯೊಂದು ಕ್ಷೇತ್ರದಲ್ಲಿಯೂ ಹೆಚ್ಚಿನ ಅವಕಾಶಗಳನ್ನು ಕಲ್ಪಿಸಿದೆ ಪ್ರತಿಯೊಬ್ಬ ಮಹಿಳೆಯರು ಇದರ ಸದುಪಯೋಗಪಡಿಸಿ ಪಡೆದು ತಮ್ಮ ಜೀವನದಲ್ಲಿ ಉತ್ತಮ ಸ್ಥಾನ ಮಾನ ಪಡೆಯಬಹುದಾಗಿದೆ ಎಂದರು. 2017 ರಲ್ಲಿ ದೆಹಲಿಯ ದುರಂತ ಘಟನೆ ನಡೆದ ನಂತರದಲ್ಲಿ ಭಾರತೀಯ ದಂಡ ಸಂಹಿತೆಗಳಲ್ಲಿ ಕೆಲವು ಬದಲಾವಣೆಗಳನ್ನು ಜಾರಿಗೆ ತರಲಾಗಿದ್ದು ಮಹಿಳೆಯರ ಸುರಕ್ಷತಾ ದೃಷ್ಟಿಯಿಂದ ಹಲವಾರು ಕಾನೂನುಗಳನ್ನು ಕಠಿಣಗೊಳಿಸಲಾಗಿದೆ ಜೊತೆಗೆ ಪೋಕ್ಸೋ ಆಕ್ಟ್ ನಲ್ಲಿ ಸರ್ಕಾರ ಮಹಿಳೆಯರಿಗೆ ಹೆಚ್ಚಿನ ಪ್ರಾತಿನಿಧ್ಯ ನೀಡಿದೆ, ಮಹಿಳೆಯರ ಮೇಲಿನ ದೌರ್ಜನ್ಯ ಮಹಿಳೆಯರ ಮೇಲೆ ನಡೆಯುತ್ತಿರುವ ಕಿರುಕುಳಗಳನ್ನು ತಡೆಯುವ ದೃಷ್ಟಿಯಲ್ಲಿ ಸರ್ಕಾರ ಇಂದು ಮನೆ ಮನೆಗೆ ಪೊಲೀಸ್ ಎಂಬ ಅಭಿಯಾನವನ್ನು ಪ್ರಾರಂಭಿಸಿದೆ xyxy=(172,134,318,348)
story6-photo xyxy=(624,1268,764,1408)
story6-column-1 xyxy=(478,1268,618,1513)
lead-text-5: ಮಹಿಳೆಯರನ್ನು ಗೌರವದಿಂದ ಕಾಣಬೇಕು ಯಾಕೆಂದರೆ ನಿಮ್ಮಗೂ ಅಕ್ಕ ತಂಗಿ ನಿಮ್ಮ ತಾಯಿ ಕೂಡ ಒಂದು ಹೆಣ್ಣು ಎಂಬುದನ್ನು ಅರಿತು ನಿಮ್ಮ ಜೊತೆ ಕೆಲಸ ಮಾಡುವ ಹೆಣ್ಣಿಗೆ ಗೌರವ ನೀಡಿ ಅವರನ್ನ ಒಳ್ಳೆಯ ದೃಷ್ಟಿಯಿಂದ ನೋಡಬೇಕು ಎಂದು ಪುರುಷ ಉದ್ಯೋಗಿಗಳಿಗೆ ಸಲಹೆ ನೀಡಿದರು. ಕಾರ್ಖಾನೆಯ ಮಾನವ ಸಂಪನ್ಮೂಲ ಮುಖ್ಯಸ್ಥರಾದ ಸಿದ್ದರಾಜು ಮಾತನಾಡಿ, ಇಂದು ಅಂತರಾಷ್ಟ್ರೀಯ ಮಹಿಳಾ ದಿನಾಚರಣೆ ಆಚರಿಸುತ್ತಿರುವುದು ತುಂಬಾ ಸಂತಸದ ವಿಚಾರವಾಗಿದೆ ಈ ಸಮಯದಲ್ಲಿ ಮಹಿಳಾ ಉದ್ಯೋಗಿಗಳಿಗೆ ತಿಳಿಸುವುದೇನೆಂದರೆ ನಿಮ್ಮಲ್ಲಿ ಯಾರಿಗೆ ಯಾವುದೇ ರೀತಿಯ ತೊಂದರೆ ಆದಲ್ಲಿ ಅಥವಾ ಅಸಮಾಧಾನ ಆದಲ್ಲಿ ತಕ್ಷಣ ನಮಗೆ ತಿಳಿಸಿದಲ್ಲಿ ಅದನ್ನು ಸಮರ್ಪಕವಾಗಿ ಪರಿಹರಿಸಲು ಸಿದ್ಧರಿರುತ್ತೇವೆ ಯಾಕೆಂದರೆ ನಿಮಗೆ ಉದ್ಯೋಗದ ಜೊತೆಗೆ ನಿಮ್ಮ ಕುಟುಂಬದಲ್ಲಿ ಏನಾದರೂ ತೊಂದರೆಗಳು ಕಂಡುಬಂದಲ್ಲಿ ನಮಗೆ ತಿಳಿಸಿದಲ್ಲಿ ನಮ್ಮ ಕಂಪನಿಯ ಎಲ್ಲಾ ನೌಕರರು ನಿಮ್ಮೊಂದಿಗೆ ಇರುತ್ತಾರೆ ಎಂದರು xyxy=(624,134,770,325)
section-divider-1 xyxy=(20,486,925,487)
story6-text-2: ಸುಂದರವಾಗಿಸುತ್ತಾಳೆ. ಶಾಲೆಯ ಅಭಿವೃದ್ಧಿಯಲ್ಲಿ ಹಾಗೂ ಮಕ್ಕಳ ಭವಿಷ್ಯ ರೂಪಿಸುವಲ್ಲಿ ಶಿಕ್ಷಕಿಯರು ಮತ್ತು ಮಹಿಳಾ ಸಿಬ್ಬಂದಿಯ ಪಾತ್ರ ಬಹುಮುಖ್ಯವಾಗಿದೆ," ಎಂದು ಪ್ರಶಂಸಿಸಿದರು. ಶಾಲೆಯ ಎಲ್ಲಾ ತಾಯಂದಿರು, ಶಿಕ್ಷಕಿಯರು ಹಾಗೂ ಪೋಷಕರಿಗೆ ಮಹಿಳಾ ದಿನಾಚರಣೆಯ ಶುಭಾಶಯಗಳನ್ನು ಕೋರಿದ ಸಂಸ್ಥೆಯು, ಮಕ್ಕಳ ಶಿಕ್ಷಣಕ್ಕೆ ಅವರು ನೀಡುತ್ತಿರುವ ಬೆಂಬಲಕ್ಕೆ ಹೃತ್ಪೂರ್ವಕ ಧನ್ಯವಾದಗಳನ್ನು ಸಲ್ಲಿಸಿತು. ಕಾರ್ಯಕ್ರಮದಲ್ಲಿ ಸಂಸ್ಥೆಯ ಅಧ್ಯಕ್ಷರಾದ ಡಿ.ಎಸ್ ಪ್ರಶಾಂತ್, ಕೋ ಆರ್ಡಿನೇಟರ್ ಸೂರ್ಯ ನಾರಾಯಣ್, ಶಿಕ್ಷಕರಾದ ಲತಾ, ಚಿತ್ರ, ಕಾವ್ಯ, ಶೈಲ, ಯೋಗಿಶ, ನಾಗವೇಣಿ ಹಾಗೂ ಸಿಬ್ಬಂದಿಗಳು ಹಾಜರಿದ್ದರು. xyxy=(770,1268,920,1403)
temple-function-photo xyxy=(624,934,920,1054)
story4-text-3: ಆದೇಶ ಹೊರಡಿಸುವಂತೆ ಪರಿಶಿಷ್ಟ ಜಾತಿಗಳಿಗೆ ಅನ್ಯಾಯವಾಗುತ್ತಿದೆ. ಅದರಲ್ಲೂ ಮಾದಿಗ ಸಮುದಾಯಕ್ಕೆ ವಿಶೇಷವಾಗಿ ಅನ್ಯಾಯವಾಗುತ್ತಿದೆ. ಆದ್ದರಿಂದ ಈ ಅನ್ಯಾಯವನ್ನು ಸರಿಪಡಿಸಿ 56432 ಹುದ್ದೆಗಳ ನೇಮಕಾತಿಯಲ್ಲಿ ಒಳಮೀಸಲಾತಿ ಜಾರಿಮಾಡಿ ನ್ಯಾಯ ಒದಗಿಸಬೇಕೆಂದು ಒತ್ತಾಯಿಸಲಾಯಿತು. ಈ ಸಂದರ್ಭದಲ್ಲಿ ಶಿರಾ ತಾಲೂಕು ಮಾದಿಗ ಮಹಾಸಭಾದ ಕಾರ್ಯದರ್ಶಿ ನರಸಿಂಹಮೂರ್ತಿ, ಉಪಾಧ್ಯಕ್ಷರಾದ ಬಿ. ಲಕ್ಷ್ಮಣ, ಶಾಸಯ್ಯ ಮೂರ್ತಿ, ಬಂಡಿಕಾರ ವಕ್ಕಣ್ಣ, ಟಿ.ಲೋಕೇಶ್, ಬೀರಪ್ಪ, ಹನುಮಂತರಾಯಪ್ಪ, ಕರಿಯಣ್ಣ, ನರಸಿಂಹಮೂರ್ತಿ, ಹನುಮಂತರಾಯಪ್ಪ, ಹೊನ್ನೇನಹಳ್ಳಿ ಚಂದ್ರಶೇಖರ್, ಶಿವಣ್ಣ ಸೇರಿದಂತೆ ಇತರರು ಹಾಜರಿದ್ದರು. xyxy=(322,1062,466,1208)
lead-column-2 xyxy=(172,134,318,484)
brand-name: ತುಮಕೂರು xyxy=(24,53,73,68)
